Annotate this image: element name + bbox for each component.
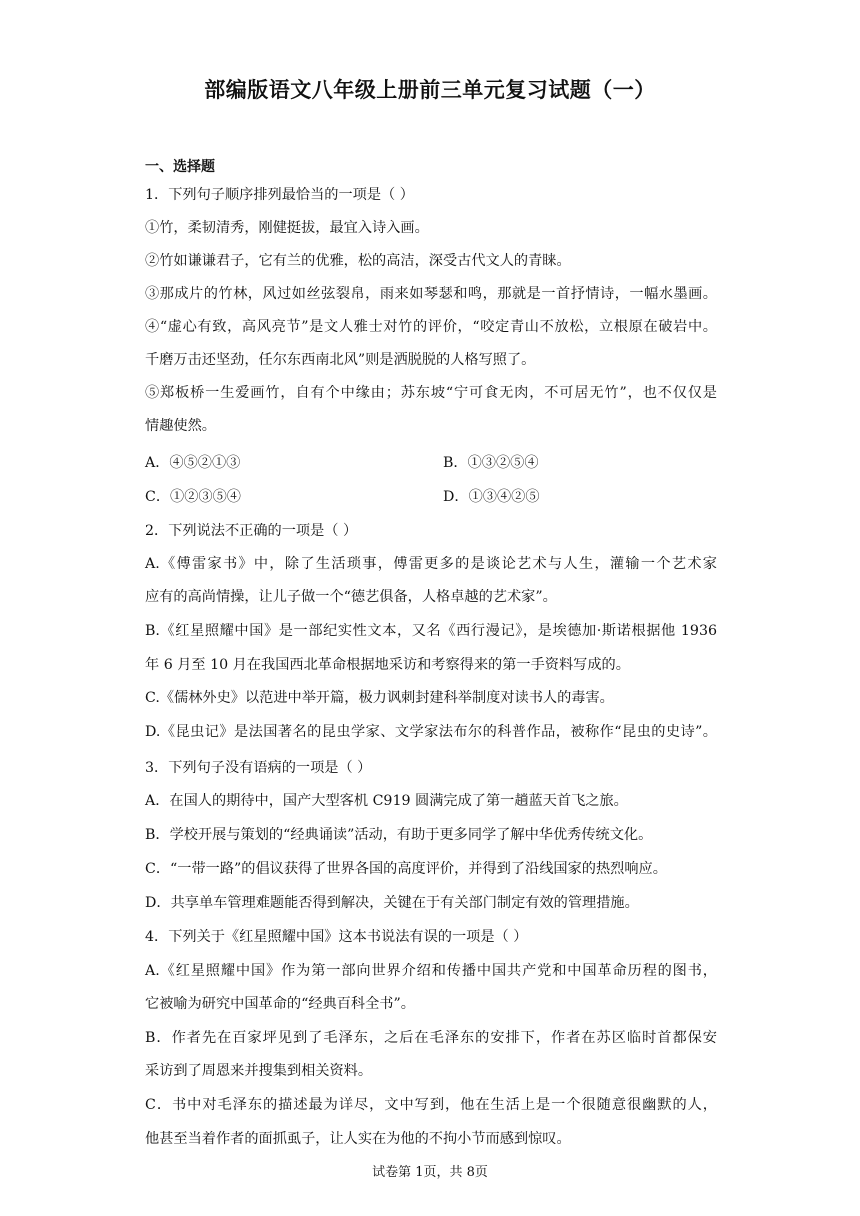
question-2-option-b: B.《红星照耀中国》是一部纪实性文本，又名《西行漫记》，是埃德加·斯诺根据他 1936	[145, 623, 717, 639]
question-2-option-b-cont: 年 6 月至 10 月在我国西北革命根据地采访和考察得来的第一手资料写成的。	[145, 657, 630, 673]
question-1-stem: 1．下列句子顺序排列最恰当的一项是（ ）	[145, 187, 414, 203]
question-1-option-c: C．①②③⑤④	[145, 489, 241, 505]
question-2-option-d: D.《昆虫记》是法国著名的昆虫学家、文学家法布尔的科普作品，被称作“昆虫的史诗”。	[145, 724, 717, 740]
question-4-option-b-cont: 采访到了周恩来并搜集到相关资料。	[145, 1063, 373, 1079]
question-1-option-a: A．④⑤②①③	[145, 455, 241, 471]
question-3-option-b: B．学校开展与策划的“经典诵读”活动，有助于更多同学了解中华优秀传统文化。	[145, 827, 653, 843]
question-2-option-a: A.《傅雷家书》中，除了生活琐事，傅雷更多的是谈论艺术与人生，灌输一个艺术家	[145, 556, 717, 572]
question-1-sentence-4-cont: 千磨万击还坚劲，任尔东西南北风”则是洒脱脱的人格写照了。	[145, 352, 536, 368]
question-4-option-b: B．作者先在百家坪见到了毛泽东，之后在毛泽东的安排下，作者在苏区临时首都保安	[145, 1030, 717, 1046]
question-4-option-c: C．书中对毛泽东的描述最为详尽，文中写到，他在生活上是一个很随意很幽默的人，	[145, 1097, 717, 1113]
section-heading: 一、选择题	[145, 159, 215, 175]
question-3-stem: 3．下列句子没有语病的一项是（ ）	[145, 760, 372, 776]
question-1-sentence-5: ⑤郑板桥一生爱画竹，自有个中缘由；苏东坡“宁可食无肉，不可居无竹”，也不仅仅是	[145, 385, 717, 401]
question-3-option-d: D．共享单车管理难题能否得到解决，关键在于有关部门制定有效的管理措施。	[145, 895, 639, 911]
question-2-stem: 2．下列说法不正确的一项是（ ）	[145, 523, 358, 539]
page-title: 部编版语文八年级上册前三单元复习试题（一）	[204, 78, 656, 102]
question-4-stem: 4．下列关于《红星照耀中国》这本书说法有误的一项是（ ）	[145, 929, 528, 945]
question-1-sentence-4: ④“虚心有致，高风亮节”是文人雅士对竹的评价，“咬定青山不放松，立根原在破岩中。	[145, 319, 717, 335]
question-1-sentence-1: ①竹，柔韧清秀，刚健挺拔，最宜入诗入画。	[145, 220, 429, 236]
question-3-option-a: A．在国人的期待中，国产大型客机 C919 圆满完成了第一趟蓝天首飞之旅。	[145, 793, 628, 809]
page-footer: 试卷第 1页，共 8页	[372, 1165, 488, 1180]
question-1-sentence-3: ③那成片的竹林，风过如丝弦裂帛，雨来如琴瑟和鸣，那就是一首抒情诗，一幅水墨画。	[145, 286, 717, 302]
question-1-sentence-2: ②竹如谦谦君子，它有兰的优雅，松的高洁，深受古代文人的青睐。	[145, 253, 571, 269]
question-1-option-d: D．①③④②⑤	[443, 489, 540, 505]
question-1-sentence-5-cont: 情趣使然。	[145, 418, 216, 434]
question-2-option-a-cont: 应有的高尚情操，让儿子做一个“德艺俱备，人格卓越的艺术家”。	[145, 589, 557, 605]
question-3-option-c: C．“一带一路”的倡议获得了世界各国的高度评价，并得到了沿线国家的热烈响应。	[145, 861, 667, 877]
question-2-option-c: C.《儒林外史》以范进中举开篇，极力讽刺封建科举制度对读书人的毒害。	[145, 690, 614, 706]
question-4-option-a: A.《红星照耀中国》作为第一部向世界介绍和传播中国共产党和中国革命历程的图书，	[145, 963, 717, 979]
question-4-option-c-cont: 他甚至当着作者的面抓虱子，让人实在为他的不拘小节而感到惊叹。	[145, 1131, 571, 1147]
question-1-option-b: B．①③②⑤④	[443, 455, 539, 471]
question-4-option-a-cont: 它被喻为研究中国革命的“经典百科全书”。	[145, 996, 415, 1012]
